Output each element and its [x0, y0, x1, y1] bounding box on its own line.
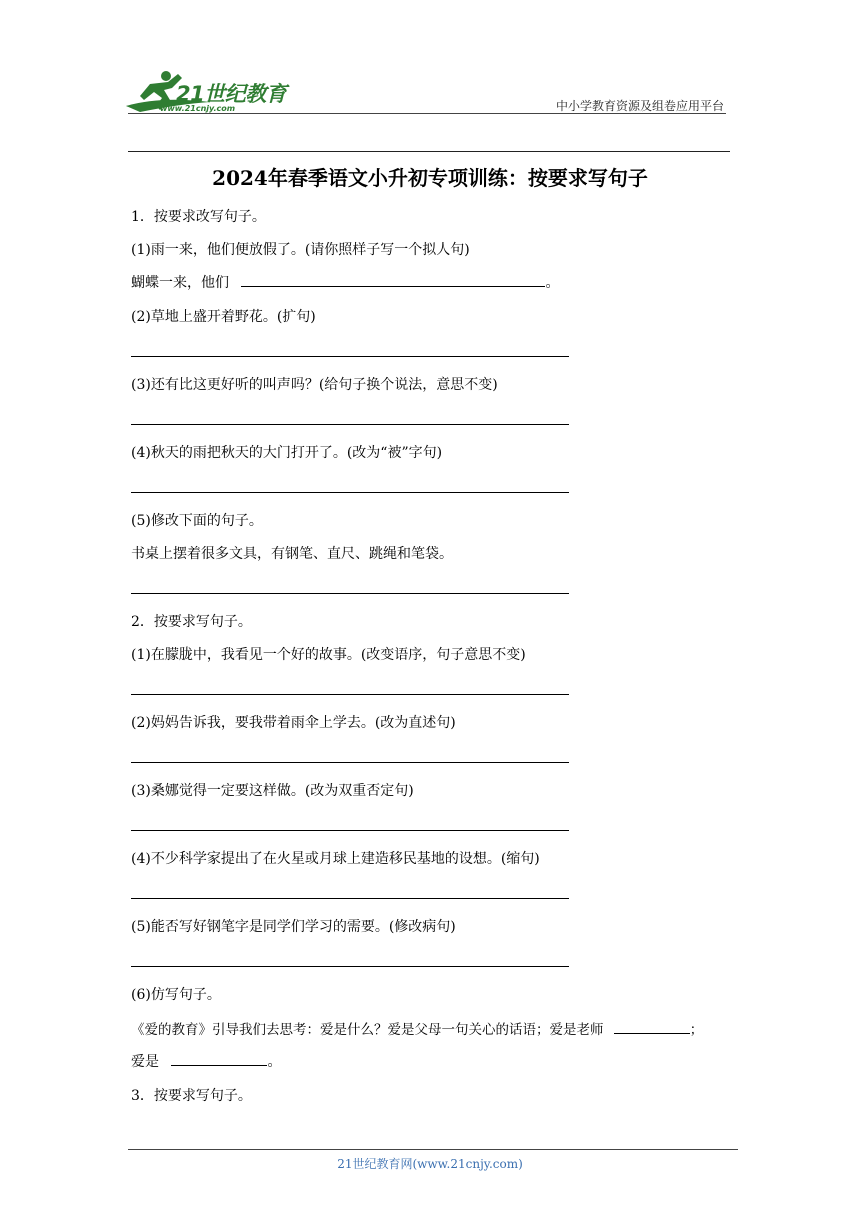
footer-divider — [128, 1149, 738, 1150]
answer-line[interactable] — [131, 966, 569, 967]
answer-line[interactable] — [131, 898, 569, 899]
q1-sentence-4: (4)秋天的雨把秋天的大门打开了。(改为“被”字句) — [131, 445, 443, 461]
answer-line[interactable] — [131, 356, 569, 357]
logo-url: www.21cnjy.com — [160, 104, 236, 113]
q1-sentence-5: (5)修改下面的句子。 — [131, 513, 263, 529]
q1-sentence-1-answer-line — [131, 272, 559, 292]
q1-sentence-3: (3)还有比这更好听的叫声吗？(给句子换个说法，意思不变) — [131, 377, 498, 393]
answer-blank[interactable] — [614, 1019, 690, 1034]
header-divider — [128, 113, 726, 114]
q2-s6-line2-suffix: 。 — [267, 1054, 282, 1070]
title-top-rule — [128, 151, 730, 152]
question-3-heading: 3．按要求写句子。 — [131, 1088, 252, 1104]
answer-line[interactable] — [131, 593, 569, 594]
q2-s6-line2-prefix: 爱是 — [131, 1054, 159, 1070]
q2-sentence-5: (5)能否写好钢笔字是同学们学习的需要。(修改病句) — [131, 919, 456, 935]
q1-s1-prefix: 蝴蝶一来，他们 — [131, 275, 229, 291]
q2-s6-text: 《爱的教育》引导我们去思考：爱是什么？爱是父母一句关心的话语；爱是老师 — [131, 1022, 604, 1038]
q1-sentence-2: (2)草地上盛开着野花。(扩句) — [131, 309, 316, 325]
logo-text: 21世纪教育 — [176, 82, 287, 106]
q1-sentence-5-text: 书桌上摆着很多文具，有钢笔、直尺、跳绳和笔袋。 — [131, 546, 453, 562]
q2-sentence-3: (3)桑娜觉得一定要这样做。(改为双重否定句) — [131, 783, 414, 799]
answer-line[interactable] — [131, 424, 569, 425]
answer-blank[interactable] — [241, 272, 545, 287]
question-1-heading: 1．按要求改写句子。 — [131, 209, 266, 225]
q2-sentence-6-text — [131, 1018, 703, 1038]
answer-line[interactable] — [131, 762, 569, 763]
question-2-heading: 2．按要求写句子。 — [131, 614, 252, 630]
answer-line[interactable] — [131, 694, 569, 695]
answer-line[interactable] — [131, 492, 569, 493]
q2-sentence-1: (1)在朦胧中，我看见一个好的故事。(改变语序，句子意思不变) — [131, 647, 526, 663]
q2-s6-semicolon: ； — [689, 1022, 704, 1038]
answer-blank[interactable] — [171, 1051, 267, 1066]
q2-sentence-2: (2)妈妈告诉我，要我带着雨伞上学去。(改为直述句) — [131, 715, 456, 731]
q1-s1-suffix: 。 — [545, 275, 560, 291]
q2-sentence-6: (6)仿写句子。 — [131, 987, 221, 1003]
q1-sentence-1: (1)雨一来，他们便放假了。(请你照样子写一个拟人句) — [131, 242, 470, 258]
platform-name: 中小学教育资源及组卷应用平台 — [555, 99, 724, 113]
answer-line[interactable] — [131, 830, 569, 831]
q2-sentence-4: (4)不少科学家提出了在火星或月球上建造移民基地的设想。(缩句) — [131, 851, 540, 867]
footer-link[interactable]: 21世纪教育网(www.21cnjy.com) — [337, 1157, 523, 1171]
q2-sentence-6-line-2 — [131, 1051, 281, 1071]
page-title: 2024年春季语文小升初专项训练：按要求写句子 — [212, 166, 648, 190]
